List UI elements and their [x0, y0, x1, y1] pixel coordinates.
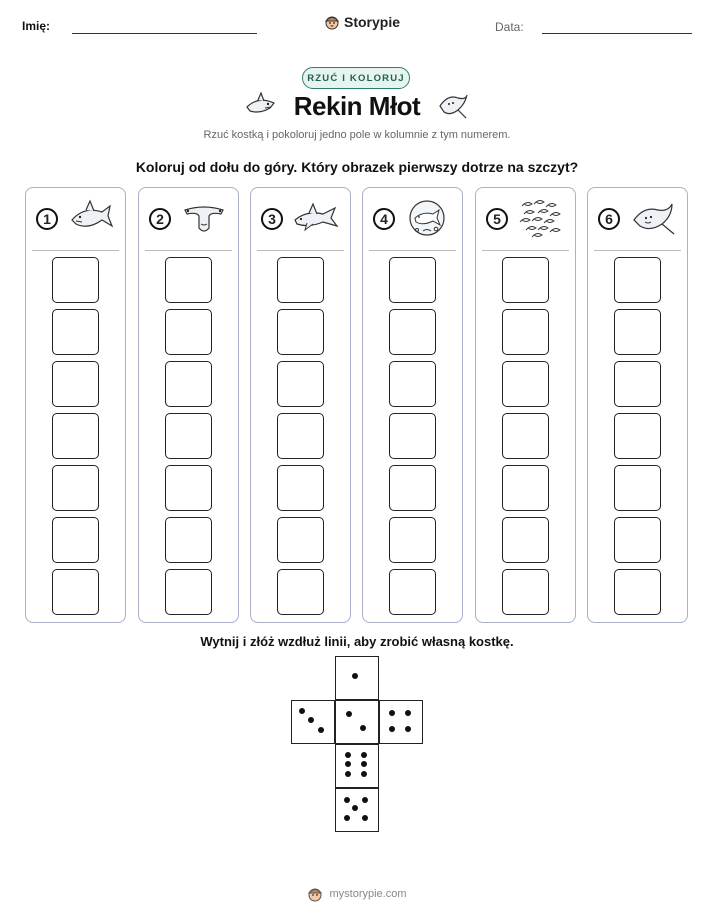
color-cell[interactable]: [52, 361, 99, 407]
stingray-icon: [630, 198, 676, 238]
color-cell[interactable]: [389, 517, 436, 563]
color-cell[interactable]: [277, 257, 324, 303]
color-cell[interactable]: [52, 517, 99, 563]
name-label: Imię:: [22, 19, 51, 33]
color-cell[interactable]: [614, 257, 661, 303]
color-cell[interactable]: [389, 309, 436, 355]
date-line[interactable]: [542, 33, 692, 34]
color-cell[interactable]: [165, 517, 212, 563]
color-cell[interactable]: [389, 465, 436, 511]
shark-bubble-icon: [405, 198, 451, 238]
page-title: Rekin Młot: [293, 91, 421, 121]
color-cell[interactable]: [502, 361, 549, 407]
color-cell[interactable]: [165, 569, 212, 615]
instruction-text: Koloruj od dołu do góry. Który obrazek pierwszy dotrze na szczyt?: [135, 159, 579, 175]
color-cell[interactable]: [502, 309, 549, 355]
hammerhead-icon: [181, 198, 227, 238]
color-cell[interactable]: [389, 257, 436, 303]
stingray-title-icon: [436, 90, 470, 120]
color-cell[interactable]: [277, 569, 324, 615]
color-cell[interactable]: [502, 257, 549, 303]
shark-icon: [68, 198, 114, 238]
color-cell[interactable]: [502, 569, 549, 615]
brand-name: Storypie: [344, 14, 401, 30]
color-cell[interactable]: [52, 309, 99, 355]
dice-face-3: [291, 700, 335, 744]
color-cell[interactable]: [614, 465, 661, 511]
date-label: Data:: [495, 20, 524, 34]
color-cell[interactable]: [165, 413, 212, 459]
column-number: 5: [486, 208, 508, 230]
color-cell[interactable]: [277, 465, 324, 511]
color-cell[interactable]: [52, 413, 99, 459]
column-5: [475, 187, 576, 623]
column-number: 1: [36, 208, 58, 230]
color-cell[interactable]: [502, 517, 549, 563]
name-line[interactable]: [72, 33, 257, 34]
column-3: [250, 187, 351, 623]
color-cell[interactable]: [502, 465, 549, 511]
color-cell[interactable]: [277, 361, 324, 407]
color-cell[interactable]: [277, 413, 324, 459]
color-cell[interactable]: [165, 309, 212, 355]
color-cell[interactable]: [165, 257, 212, 303]
color-cell[interactable]: [165, 361, 212, 407]
dice-face-6: [335, 744, 379, 788]
swimming-shark-icon: [293, 198, 339, 238]
color-cell[interactable]: [277, 517, 324, 563]
footer-link[interactable]: mystorypie.com: [329, 888, 407, 900]
pie-mascot-icon: [307, 886, 323, 902]
color-cell[interactable]: [52, 465, 99, 511]
pie-mascot-icon: [324, 14, 340, 30]
color-cell[interactable]: [614, 309, 661, 355]
color-cell[interactable]: [502, 413, 549, 459]
column-number: 2: [149, 208, 171, 230]
color-cell[interactable]: [52, 257, 99, 303]
footer: [0, 886, 714, 902]
cut-instruction: Wytnij i złóż wzdłuż linii, aby zrobić własną kostkę.: [200, 634, 514, 649]
color-cell[interactable]: [165, 465, 212, 511]
color-cell[interactable]: [52, 569, 99, 615]
brand-logo: [324, 14, 400, 30]
color-cell[interactable]: [614, 569, 661, 615]
dice-face-4: [379, 700, 423, 744]
color-cell[interactable]: [389, 361, 436, 407]
color-cell[interactable]: [389, 569, 436, 615]
color-cell[interactable]: [277, 309, 324, 355]
activity-badge: RZUĆ I KOLORUJ: [302, 67, 410, 89]
color-cell[interactable]: [614, 517, 661, 563]
page-subtitle: Rzuć kostką i pokoloruj jedno pole w kolumnie z tym numerem.: [203, 129, 511, 141]
column-number: 4: [373, 208, 395, 230]
color-cell[interactable]: [614, 413, 661, 459]
dice-face-5: [335, 788, 379, 832]
column-number: 6: [598, 208, 620, 230]
column-6: [587, 187, 688, 623]
dice-face-1: [335, 656, 379, 700]
fish-school-icon: [518, 198, 564, 238]
color-cell[interactable]: [614, 361, 661, 407]
column-1: [25, 187, 126, 623]
dice-face-2: [335, 700, 379, 744]
color-cell[interactable]: [389, 413, 436, 459]
column-number: 3: [261, 208, 283, 230]
column-4: [362, 187, 463, 623]
column-2: [138, 187, 239, 623]
